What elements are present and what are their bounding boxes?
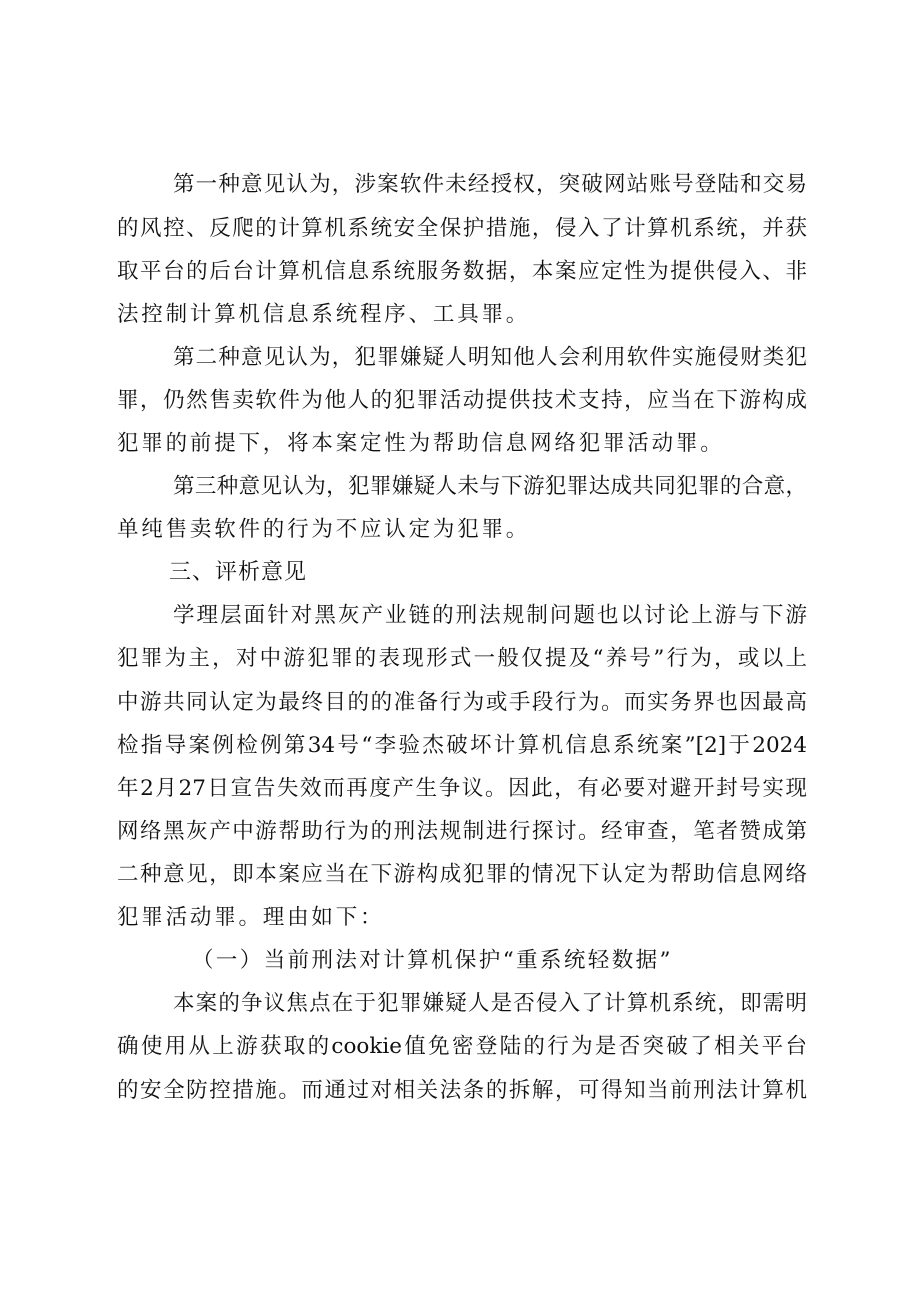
- paragraph-opinion-three-line-2: 单纯售卖软件的行为不应认定为犯罪。: [117, 517, 531, 542]
- paragraph-analysis-line-8: 犯罪活动罪。理由如下：: [117, 905, 385, 930]
- paragraph-subsection-line-3: 的安全防控措施。而通过对相关法条的拆解，可得知当前刑法计算机: [117, 1078, 807, 1103]
- paragraph-analysis-line-6: 网络黑灰产中游帮助行为的刑法规制进行探讨。经审查，笔者赞成第: [117, 819, 807, 844]
- paragraph-subsection-line-1: 本案的争议焦点在于犯罪嫌疑人是否侵入了计算机系统，即需明: [173, 991, 807, 1016]
- paragraph-subsection-line-2: 确使用从上游获取的cookie值免密登陆的行为是否突破了相关平台: [117, 1034, 807, 1059]
- paragraph-analysis-line-7: 二种意见，即本案应当在下游构成犯罪的情况下认定为帮助信息网络: [117, 862, 807, 887]
- paragraph-analysis-line-5: 年2月27日宣告失效而再度产生争议。因此，有必要对避开封号实现: [117, 776, 807, 801]
- paragraph-opinion-two-line-2: 罪，仍然售卖软件为他人的犯罪活动提供技术支持，应当在下游构成: [117, 388, 807, 413]
- paragraph-opinion-one-line-4: 法控制计算机信息系统程序、工具罪。: [117, 302, 531, 327]
- paragraph-opinion-one-line-1: 第一种意见认为，涉案软件未经授权，突破网站账号登陆和交易: [173, 172, 807, 197]
- paragraph-analysis-line-1: 学理层面针对黑灰产业链的刑法规制问题也以讨论上游与下游: [173, 603, 807, 628]
- subsection-heading-1: （一）当前刑法对计算机保护“重系统轻数据”: [192, 948, 673, 973]
- paragraph-opinion-three-line-1: 第三种意见认为，犯罪嫌疑人未与下游犯罪达成共同犯罪的合意，: [173, 474, 807, 499]
- paragraph-opinion-one-line-3: 取平台的后台计算机信息系统服务数据，本案应定性为提供侵入、非: [117, 259, 807, 284]
- paragraph-opinion-two-line-1: 第二种意见认为，犯罪嫌疑人明知他人会利用软件实施侵财类犯: [173, 345, 807, 370]
- paragraph-analysis-line-3: 中游共同认定为最终目的的准备行为或手段行为。而实务界也因最高: [117, 690, 807, 715]
- paragraph-opinion-two-line-3: 犯罪的前提下，将本案定性为帮助信息网络犯罪活动罪。: [117, 431, 725, 456]
- section-heading-analysis: 三、评析意见: [169, 560, 308, 585]
- paragraph-analysis-line-4: 检指导案例检例第34号“李验杰破坏计算机信息系统案”[2]于2024: [117, 733, 807, 758]
- paragraph-opinion-one-line-2: 的风控、反爬的计算机系统安全保护措施，侵入了计算机系统，并获: [117, 216, 807, 241]
- paragraph-analysis-line-2: 犯罪为主，对中游犯罪的表现形式一般仅提及“养号”行为，或以上: [117, 646, 807, 671]
